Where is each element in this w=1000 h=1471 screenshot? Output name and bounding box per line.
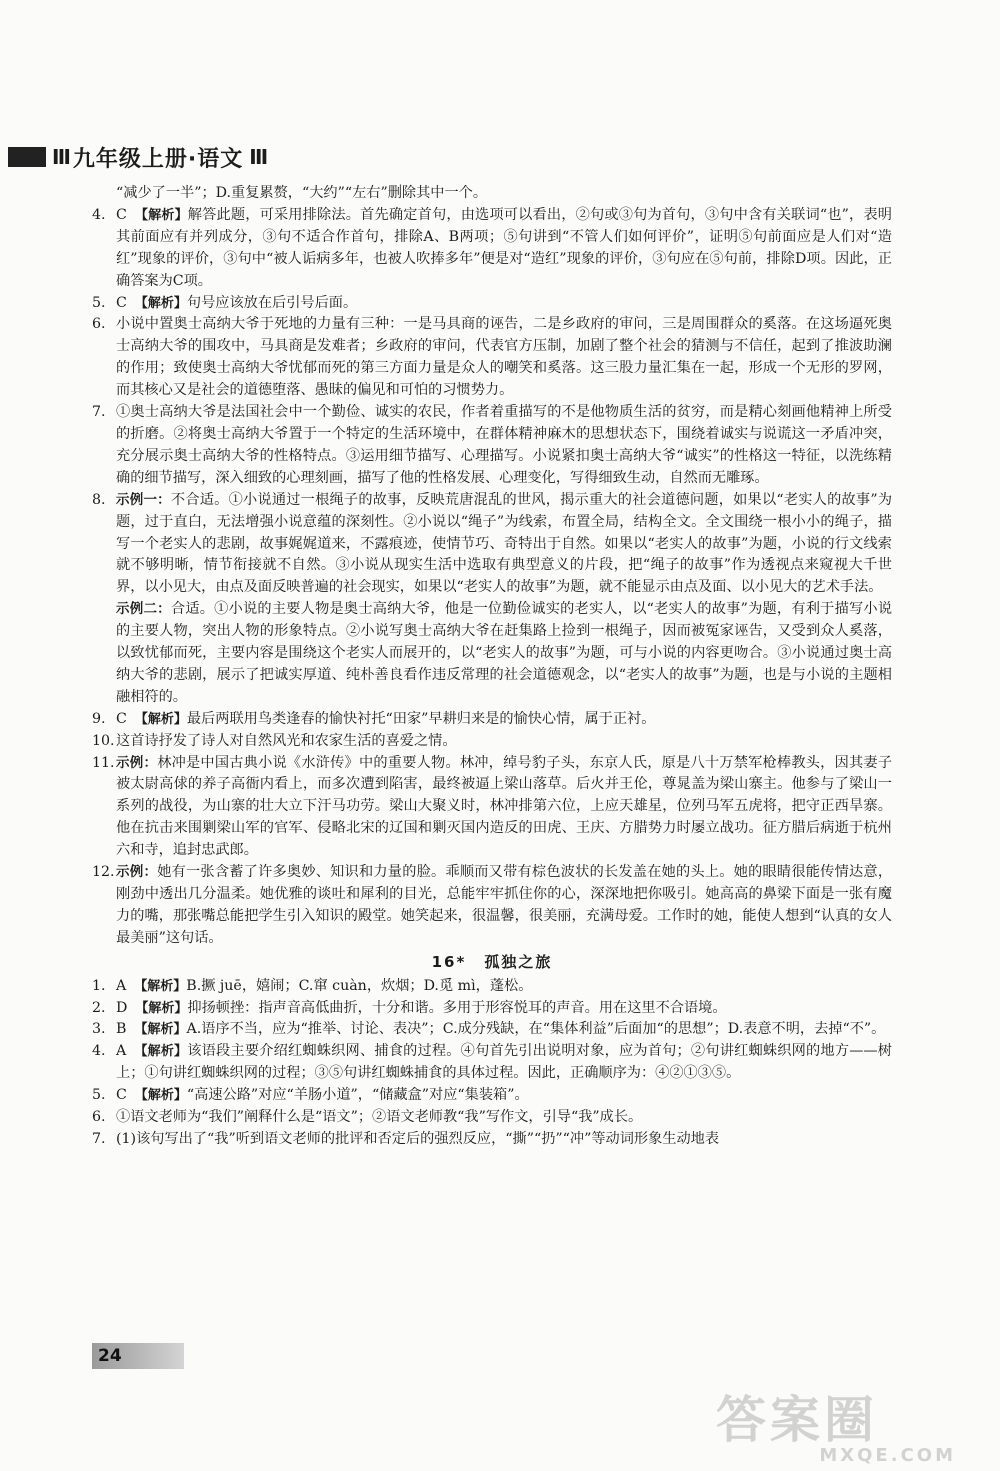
answer-text: 最后两联用鸟类逢春的愉快衬托“田家”早耕归来是的愉快心情，属于正衬。 bbox=[186, 710, 656, 727]
page-header bbox=[8, 142, 468, 172]
answer-number: 6. bbox=[92, 316, 106, 333]
answer-number: 7. bbox=[92, 404, 106, 421]
answer-item bbox=[92, 205, 892, 293]
answer-item bbox=[92, 1129, 892, 1151]
section-heading bbox=[92, 952, 892, 974]
answer-number: 5. bbox=[92, 294, 106, 311]
answer-item bbox=[92, 1041, 892, 1085]
answer-item bbox=[92, 183, 892, 205]
answer-item bbox=[92, 753, 892, 863]
answer-number: 6. bbox=[92, 1109, 106, 1126]
answer-text: 抑扬顿挫：指声音高低曲折，十分和谐。多用于形容悦耳的声音。用在这里不合语境。 bbox=[187, 999, 727, 1016]
header-title: 九年级上册·语文 bbox=[72, 146, 244, 172]
answer-text: 不合适。①小说通过一根绳子的故事，反映荒唐混乱的世风，揭示重大的社会道德问题，如果以“老实人的故事”为题，过于直白，无法增强小说意蕴的深刻性。②小说以“绳子”为线索，布置全局，结构全文。全文围绕一根小小的绳子，描写一个老实人的悲剧，故事娓娓道来，不露痕迹，使情节巧、奇特出于自然。如果以“老实人的故事”为题，小说的行文线索就不够明晰，情节衔接就不自然。③小说从现实生活中选取有典型意义的片段，把“绳子的故事”作为透视点来窥视大千世界，以小见大，由点及面反映普遍的社会现实，如果以“老实人的故事”为题，就不能显示由点及面、以小见大的艺术手法。 bbox=[116, 491, 893, 596]
answer-number: 8. bbox=[92, 491, 106, 508]
answer-text: 合适。①小说的主要人物是奥士高纳大爷，他是一位勤俭诚实的老实人，以“老实人的故事”为题，有利于描写小说的主要人物，突出人物的形象特点。②小说写奥士高纳大爷在赶集路上捡到一根绳子，因而被冤家诬告，又受到众人奚落，以致忧郁而死，主要内容是围绕这个老实人而展开的，以“老实人的故事”为题，可与小说的内容更吻合。③小说通过奥士高纳大爷的悲剧，展示了把诚实厚道、纯朴善良看作违反常理的社会道德观念，以“老实人的故事”为题，也是与小说的主题相融相符的。 bbox=[116, 601, 893, 705]
analysis-tag: 【解析】 bbox=[134, 207, 188, 223]
answer-text: “减少了一半”；D.重复累赘，“大约”“左右”删除其中一个。 bbox=[116, 185, 488, 201]
section-title: 孤独之旅 bbox=[484, 952, 553, 971]
answer-text: 该语段主要介绍红蜘蛛织网、捕食的过程。④句首先引出说明对象，应为首句；②句讲红蜘蛛织网的地方——树上；①句讲红蜘蛛织网的过程；③⑤句讲红蜘蛛捕食的具体过程。因此，正确顺序为：④②①③⑤。 bbox=[116, 1043, 892, 1082]
answer-text: 她有一张含蓄了许多奥妙、知识和力量的脸。乖顺而又带有棕色波状的长发盖在她的头上。她的眼睛很能传情达意，刚劲中透出几分温柔。她优雅的谈吐和犀利的目光，总能牢牢抓住你的心，深深地把你吸引。她高高的鼻梁下面是一张有魔力的嘴，那张嘴总能把学生引入知识的殿堂。她笑起来，很温馨，很美丽，充满母爱。工作时的她，能使人想到“认真的女人最美丽”这句话。 bbox=[116, 864, 893, 946]
answer-item bbox=[92, 1085, 892, 1107]
answer-number: 2. bbox=[92, 999, 106, 1016]
answer-number: 1. bbox=[92, 977, 106, 994]
example-label: 示例二： bbox=[116, 601, 171, 618]
answer-item bbox=[92, 402, 892, 490]
answer-item bbox=[92, 998, 892, 1020]
header-bar-decoration bbox=[8, 147, 46, 167]
answer-content bbox=[92, 183, 892, 1151]
answer-item bbox=[92, 1107, 892, 1129]
analysis-tag: 【解析】 bbox=[135, 1000, 188, 1016]
answer-number: 3. bbox=[92, 1021, 106, 1038]
answer-choice: A bbox=[116, 977, 127, 994]
watermark-sub-text: MXQE.COM bbox=[819, 1445, 956, 1466]
analysis-tag: 【解析】 bbox=[134, 1044, 188, 1060]
answer-text: 这首诗抒发了诗人对自然风光和农家生活的喜爱之情。 bbox=[116, 732, 457, 749]
answer-choice: A bbox=[116, 1043, 127, 1060]
answer-item bbox=[92, 490, 892, 600]
answer-number: 7. bbox=[92, 1130, 106, 1147]
answer-item bbox=[92, 1019, 892, 1041]
answer-choice: C bbox=[116, 206, 127, 223]
example-label: 示例一： bbox=[116, 491, 171, 508]
answer-choice: C bbox=[116, 294, 127, 311]
answer-text: B.撅 juē，嬉闹；C.窜 cuàn，炊烟；D.觅 mì，蓬松。 bbox=[186, 977, 533, 994]
answer-text: “高速公路”对应“羊肠小道”，“储藏盒”对应“集装箱”。 bbox=[186, 1087, 529, 1104]
analysis-tag: 【解析】 bbox=[134, 295, 187, 311]
answer-item bbox=[92, 862, 892, 950]
answer-text: A.语序不当，应为“推举、讨论、表决”；C.成分残缺，在“集体利益”后面加“的思想”；D.表意不明，去掉“不”。 bbox=[186, 1021, 886, 1038]
answer-text: ①语文老师为“我们”阐释什么是“语文”；②语文老师教“我”写作文，引导“我”成长。 bbox=[116, 1109, 643, 1126]
answer-number: 4. bbox=[92, 1043, 106, 1060]
answer-text: 林冲是中国古典小说《水浒传》中的重要人物。林冲，绰号豹子头，东京人氏，原是八十万禁军枪棒教头，因其妻子被太尉高俅的养子高衙内看上，而多次遭到陷害，最终被逼上梁山落草。后火并王伦，尊晁盖为梁山寨主。他参与了梁山一系列的战役，为山寨的壮大立下汗马功劳。梁山大聚义时，林冲排第六位，上应天雄星，位列马军五虎将，把守正西旱寨。他在抗击来围剿梁山军的官军、侵略北宋的辽国和剿灭国内造反的田虎、王庆、方腊势力时屡立战功。征方腊后病逝于杭州六和寺，追封忠武郎。 bbox=[116, 754, 893, 859]
page-number: 24 bbox=[92, 1343, 184, 1369]
answer-number: 4. bbox=[92, 206, 106, 223]
watermark-logo bbox=[716, 1391, 956, 1466]
answer-number: 9. bbox=[92, 710, 106, 727]
answer-item bbox=[92, 709, 892, 731]
answer-list-section-16 bbox=[92, 976, 892, 1151]
analysis-tag: 【解析】 bbox=[134, 978, 187, 994]
answer-choice: C bbox=[116, 1087, 127, 1104]
answer-choice: B bbox=[116, 1021, 127, 1038]
answer-number: 10. bbox=[92, 732, 115, 749]
answer-text: 小说中置奥士高纳大爷于死地的力量有三种：一是马具商的诬告，二是乡政府的审问，三是周围群众的奚落。在这场逼死奥士高纳大爷的围攻中，马具商是发难者；乡政府的审问，代表官方压制，加剧了整个社会的猜测与不信任，起到了推波助澜的作用；致使奥士高纳大爷忧郁而死的第三方面力量是众人的嘲笑和奚落。这三股力量汇集在一起，形成一个无形的罗网，而其核心又是社会的道德堕落、愚昧的偏见和可怕的习惯势力。 bbox=[116, 316, 892, 399]
example-label: 示例： bbox=[116, 754, 158, 771]
answer-list-section-15 bbox=[92, 183, 892, 950]
answer-item bbox=[92, 731, 892, 753]
answer-item bbox=[92, 293, 892, 315]
answer-item bbox=[92, 314, 892, 402]
answer-text: 句号应该放在后引号后面。 bbox=[186, 294, 358, 311]
answer-item bbox=[92, 599, 892, 709]
analysis-tag: 【解析】 bbox=[134, 1088, 187, 1104]
header-right-marks: Ⅲ bbox=[249, 145, 267, 169]
example-label: 示例： bbox=[116, 864, 158, 881]
answer-choice: D bbox=[116, 999, 128, 1016]
answer-item bbox=[92, 976, 892, 998]
answer-number: 12. bbox=[92, 864, 115, 881]
analysis-tag: 【解析】 bbox=[134, 711, 187, 727]
header-left-marks: Ⅲ bbox=[52, 145, 69, 169]
watermark-main-text: 答案圈 bbox=[716, 1391, 878, 1449]
answer-number: 11. bbox=[92, 754, 115, 771]
section-number: 16* bbox=[431, 952, 467, 971]
answer-text: 解答此题，可采用排除法。首先确定首句，由选项可以看出，②句或③句为首句，③句中含有关联词“也”，表明其前面应有并列成分，③句不适合作首句，排除A、B两项；⑤句讲到“不管人们如何评价”，证明⑤句前面应是人们对“造红”现象的评价，③句中“被人诟病多年，也被人吹捧多年”便是对“造红”现象的评价，③句应在⑤句前，排除D项。因此，正确答案为C项。 bbox=[116, 206, 892, 289]
answer-choice: C bbox=[116, 710, 127, 727]
answer-number: 5. bbox=[92, 1087, 106, 1104]
answer-text: ①奥士高纳大爷是法国社会中一个勤俭、诚实的农民，作者着重描写的不是他物质生活的贫穷，而是精心刻画他精神上所受的折磨。②将奥士高纳大爷置于一个特定的生活环境中，在群体精神麻木的思想状态下，围绕着诚实与说谎这一矛盾冲突，充分展示奥士高纳大爷的性格特点。③运用细节描写、心理描写。小说紧扣奥士高纳大爷“诚实”的性格这一特征，以洗练精确的细节描写，深入细致的心理刻画，描写了他的性格发展、心理变化，写得细致生动，自然而无雕琢。 bbox=[116, 404, 892, 486]
answer-text: (1)该句写出了“我”听到语文老师的批评和否定后的强烈反应，“撕”“扔”“冲”等动词形象生动地表 bbox=[116, 1130, 720, 1147]
analysis-tag: 【解析】 bbox=[134, 1022, 187, 1038]
